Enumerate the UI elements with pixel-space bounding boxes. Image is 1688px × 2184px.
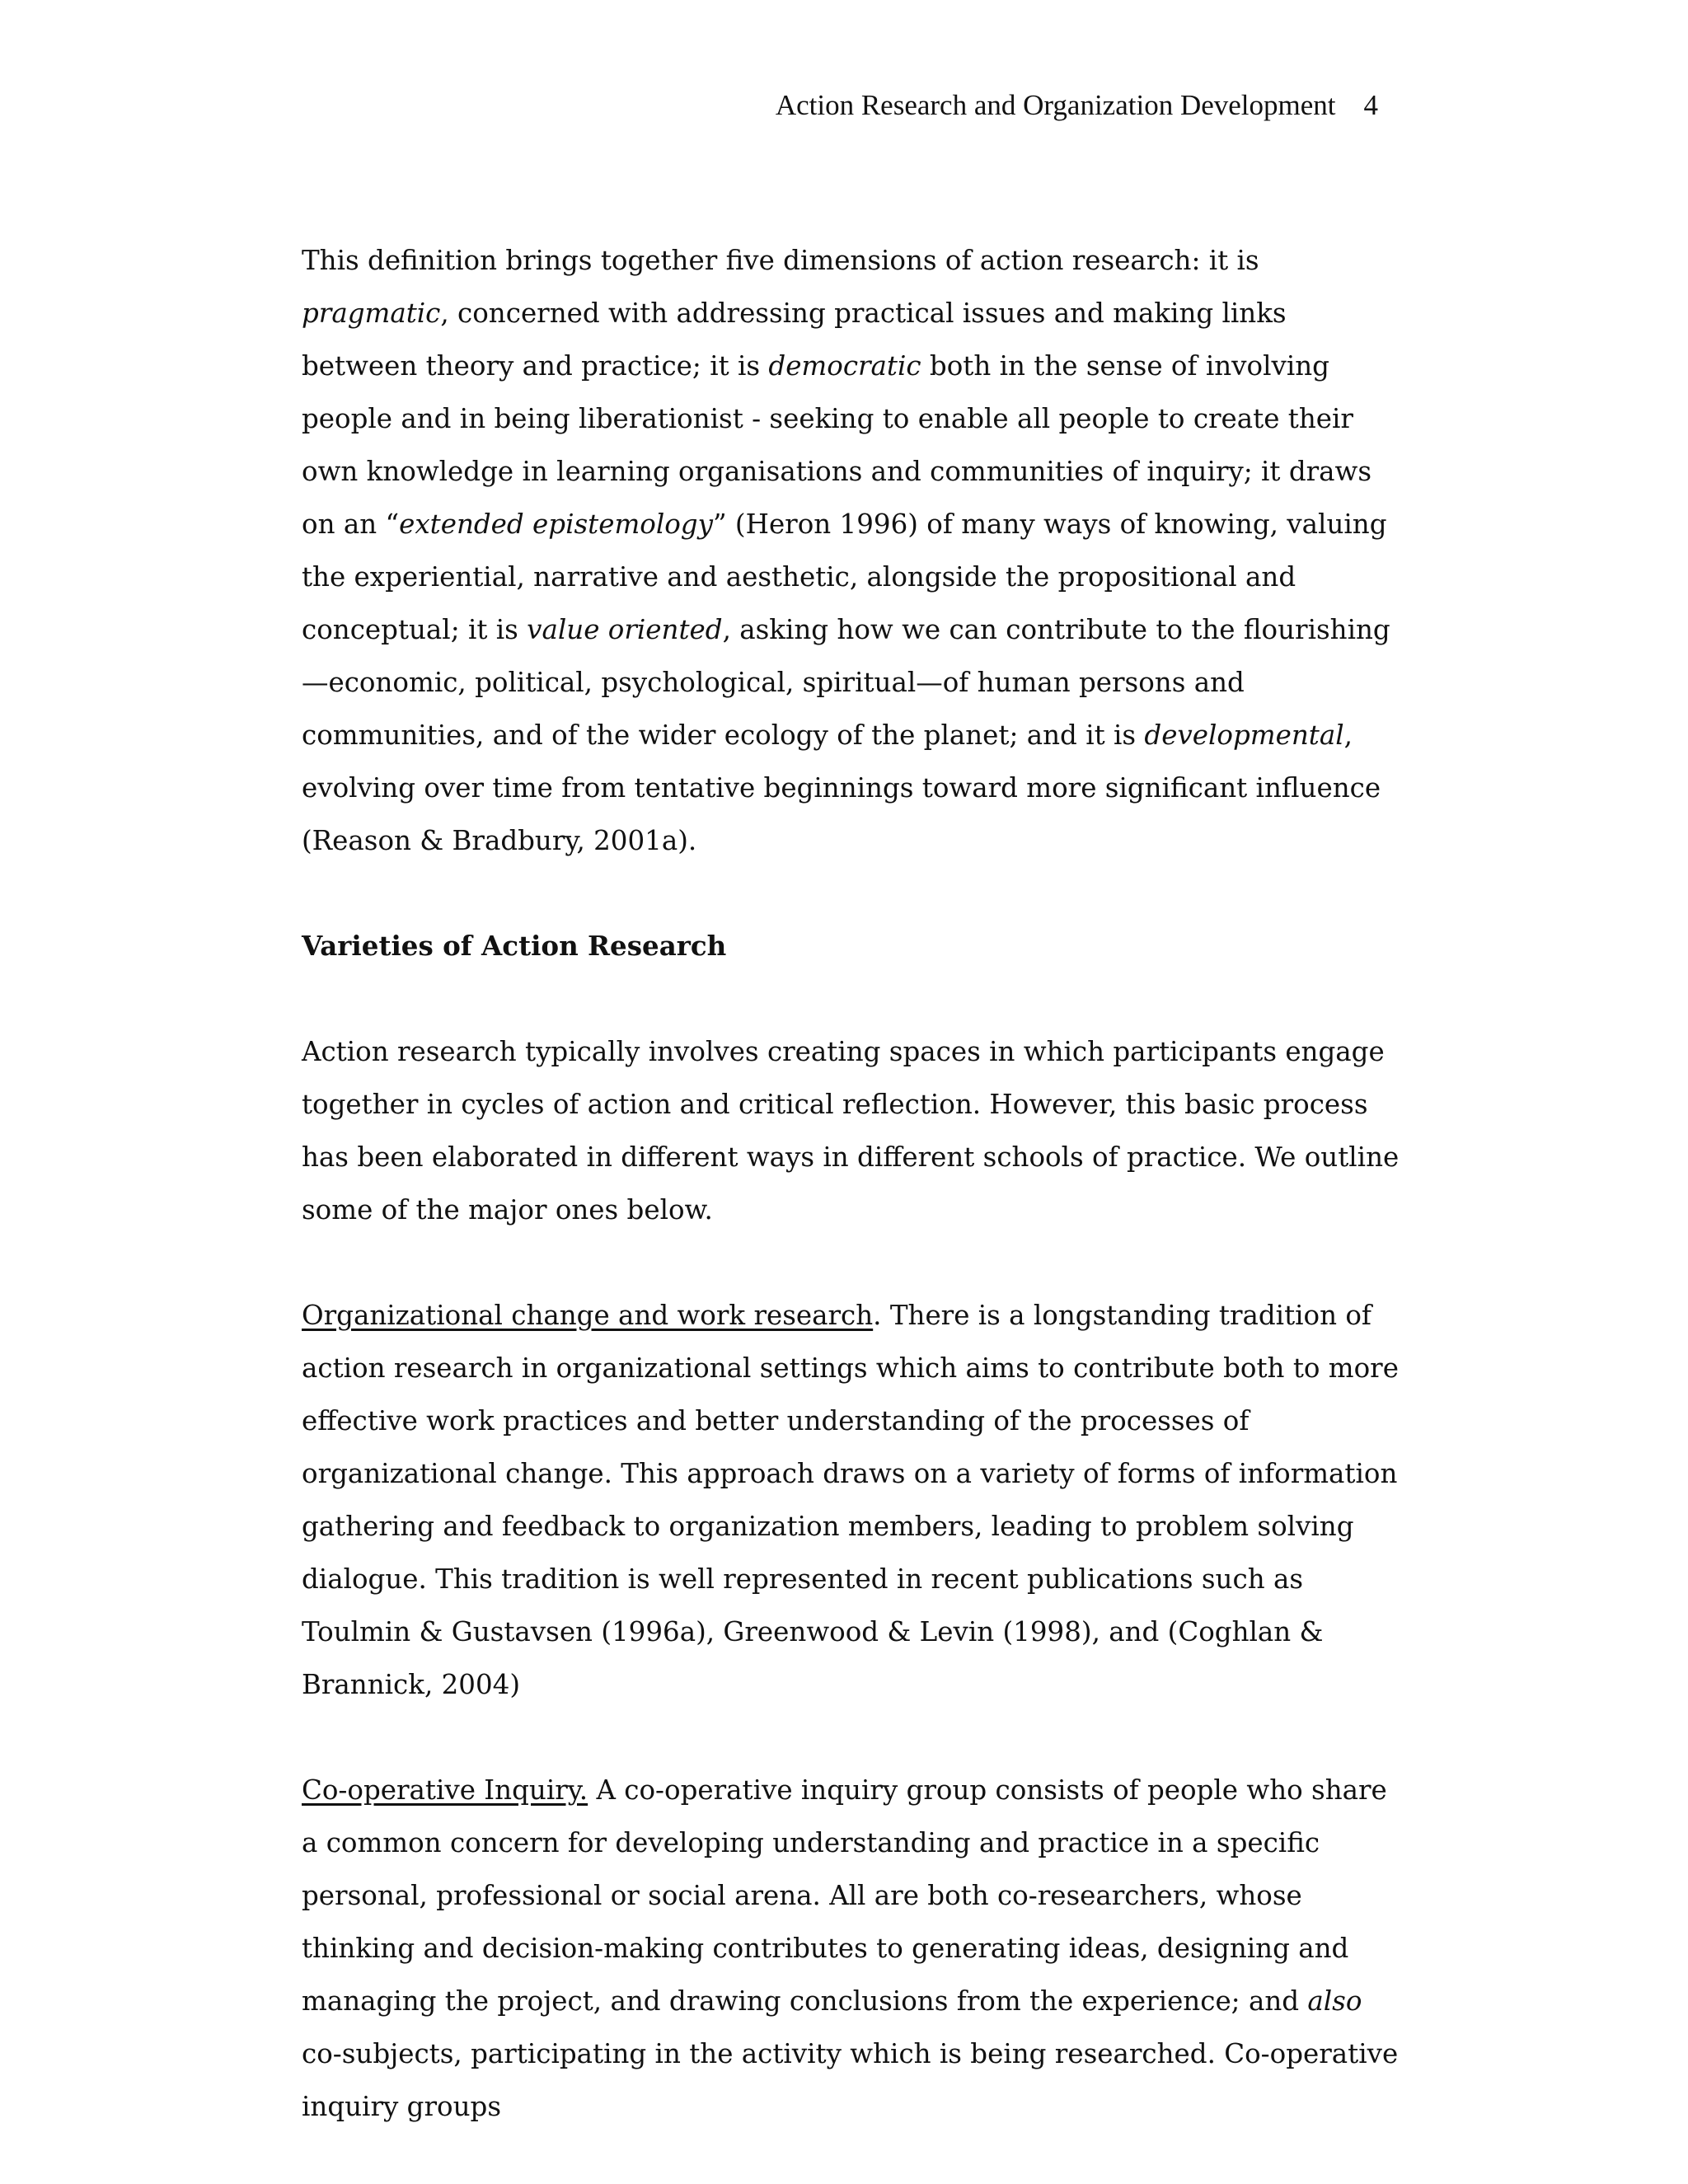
- italic-term: democratic: [768, 350, 921, 382]
- text-run: , asking how we can contribute to the flourishing—economic, political, psychological, spiritual—of human persons and communities, and of the wider ecology of the planet; and it is: [302, 614, 1390, 751]
- italic-term: extended epistemology: [399, 509, 713, 540]
- text-run: co-subjects, participating in the activity which is being researched. Co-operative inquiry groups: [302, 2038, 1399, 2122]
- text-run: . There is a longstanding tradition of action research in organizational settings which aims to contribute both to more effective work practices and better understanding of the processes of organizational change. This approach draws on a variety of forms of information gathering and feedback to organization members, leading to problem solving dialogue. This tradition is well represented in recent publications such as Toulmin & Gustavsen (1996a), Greenwood & Levin (1998), and (Coghlan & Brannick, 2004): [302, 1300, 1399, 1700]
- paragraph-varieties-intro: Action research typically involves creating spaces in which participants engage together in cycles of action and critical reflection. However, this basic process has been elaborated in different ways in different schools of practice. We outline some of the major ones below.: [302, 1036, 1400, 1226]
- page-number: 4: [1363, 89, 1378, 121]
- paragraph-organizational-change: [302, 1289, 1410, 1711]
- paragraph-definition: [302, 234, 1410, 867]
- text-run: , evolving over time from tentative beginnings toward more significant influence (Reason & Bradbury, 2001a).: [302, 719, 1381, 856]
- text-run: ” (Heron 1996) of many ways of knowing, valuing the experiential, narrative and aesthetic, alongside the propositional and conceptual; it is: [302, 509, 1387, 645]
- text-run: A co-operative inquiry group consists of people who share a common concern for developing understanding and practice in a specific personal, professional or social arena. All are both co-researchers, whose thinking and decision-making contributes to generating ideas, designing and managing the project, and drawing conclusions from the experience; and: [302, 1774, 1387, 2017]
- italic-term: value oriented: [527, 614, 723, 645]
- text-run: This definition brings together five dimensions of action research: it is: [302, 245, 1259, 276]
- italic-term: developmental: [1144, 719, 1344, 751]
- text-run: both in the sense of involving people and in being liberationist - seeking to enable all people to create their own knowledge in learning organisations and communities of inquiry; it draws on an “: [302, 350, 1372, 540]
- underlined-term: Co-operative Inquiry.: [302, 1774, 588, 1806]
- document-body: [302, 234, 1410, 2133]
- paragraph-cooperative-inquiry: [302, 1764, 1410, 2133]
- running-title: Action Research and Organization Development: [775, 89, 1336, 121]
- italic-term: also: [1307, 1985, 1362, 2017]
- section-heading: Varieties of Action Research: [302, 930, 727, 962]
- text-run: , concerned with addressing practical issues and making links between theory and practice; it is: [302, 298, 1287, 382]
- running-header: [776, 89, 1378, 122]
- italic-term: pragmatic: [302, 298, 441, 329]
- underlined-term: Organizational change and work research: [302, 1300, 874, 1331]
